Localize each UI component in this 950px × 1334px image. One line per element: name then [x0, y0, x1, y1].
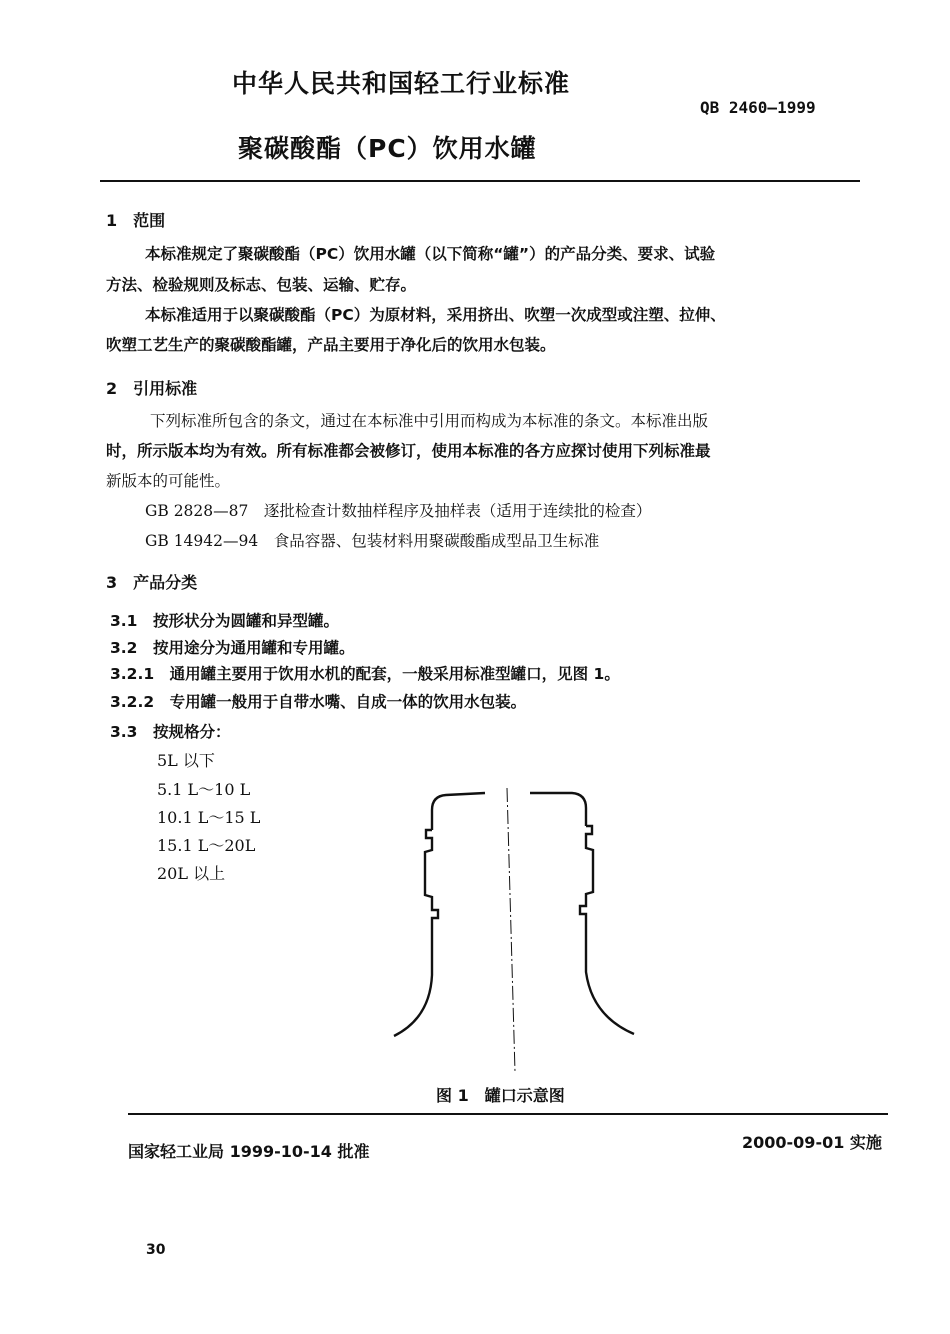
centerline: [507, 788, 515, 1072]
spec-item: 5L 以下: [157, 751, 215, 770]
clause-3-2-2: 3.2.2 专用罐一般用于自带水嘴、自成一体的饮用水包装。: [110, 693, 527, 711]
spec-item: 10.1 L～15 L: [157, 808, 261, 827]
implementation-date: 2000-09-01 实施: [742, 1133, 882, 1152]
profile-right: [580, 826, 634, 1034]
footer-rule: [128, 1113, 888, 1115]
organization-title: 中华人民共和国轻工行业标准: [232, 69, 571, 98]
section-1-para-2-line-2: 吹塑工艺生产的聚碳酸酯罐，产品主要用于净化后的饮用水包装。: [106, 336, 556, 354]
document-number: QB 2460—1999: [700, 98, 816, 117]
profile-left: [394, 830, 438, 1036]
header-rule: [100, 180, 860, 182]
profile-top-left: [432, 793, 485, 830]
section-2-para-line-2: 时，所示版本均为有效。所有标准都会被修订，使用本标准的各方应探讨使用下列标准最: [106, 442, 711, 460]
profile-top-right: [530, 793, 586, 826]
section-2-heading: 2 引用标准: [106, 379, 198, 398]
clause-3-3: 3.3 按规格分：: [110, 723, 231, 741]
standard-title: 聚碳酸酯（PC）饮用水罐: [238, 134, 537, 163]
reference-gb2828: GB 2828—87 逐批检查计数抽样程序及抽样表（适用于连续批的检查）: [145, 502, 652, 520]
approval-date: 国家轻工业局 1999-10-14 批准: [128, 1142, 370, 1161]
section-1-para-1-line-2: 方法、检验规则及标志、包装、运输、贮存。: [106, 276, 417, 294]
clause-3-2: 3.2 按用途分为通用罐和专用罐。: [110, 639, 355, 657]
section-1-para-2-line-1: 本标准适用于以聚碳酸酯（PC）为原材料，采用挤出、吹塑一次成型或注塑、拉伸、: [145, 306, 726, 324]
clause-3-2-1: 3.2.1 通用罐主要用于饮用水机的配套，一般采用标准型罐口，见图 1。: [110, 665, 620, 683]
section-2-para-line-3: 新版本的可能性。: [106, 472, 231, 490]
figure-caption: 图 1 罐口示意图: [436, 1086, 565, 1105]
spec-item: 20L 以上: [157, 864, 226, 883]
clause-3-1: 3.1 按形状分为圆罐和异型罐。: [110, 612, 339, 630]
section-1-para-1-line-1: 本标准规定了聚碳酸酯（PC）饮用水罐（以下简称“罐”）的产品分类、要求、试验: [145, 245, 716, 263]
page-number: 30: [146, 1242, 166, 1258]
reference-gb14942: GB 14942—94 食品容器、包装材料用聚碳酸酯成型品卫生标准: [145, 532, 600, 550]
spec-item: 5.1 L～10 L: [157, 780, 251, 799]
section-3-heading: 3 产品分类: [106, 573, 198, 592]
spec-item: 15.1 L～20L: [157, 836, 256, 855]
section-1-heading: 1 范围: [106, 211, 166, 230]
bottle-mouth-diagram: [380, 780, 660, 1080]
section-2-para-line-1: 下列标准所包含的条文，通过在本标准中引用而构成为本标准的条文。本标准出版: [150, 412, 709, 430]
